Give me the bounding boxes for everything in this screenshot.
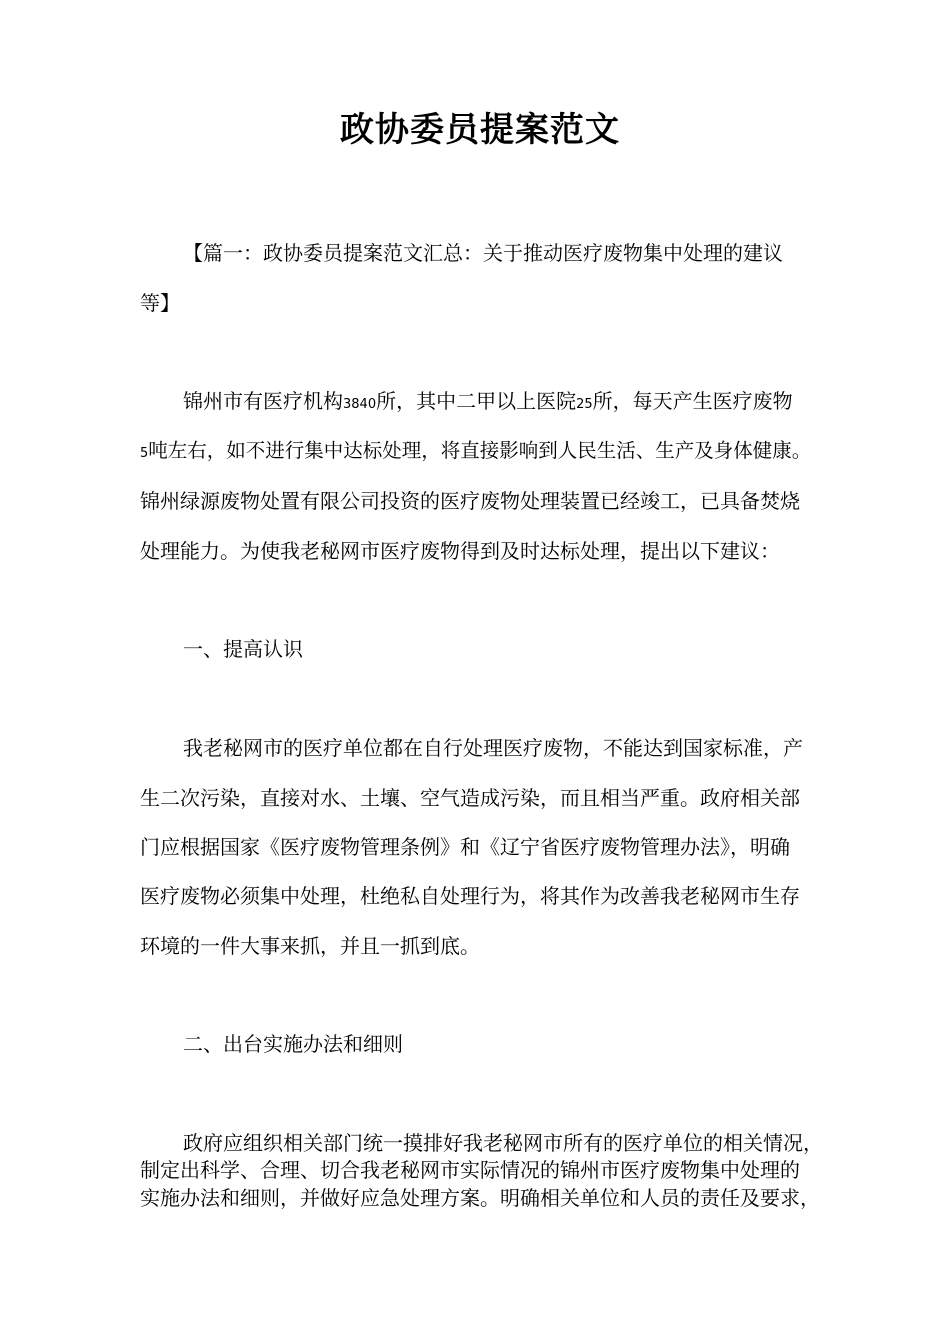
para1-text: 所，其中二甲以上医院 — [376, 389, 577, 413]
para2-line-2: 生二次污染，直接对水、土壤、空气造成污染，而且相当严重。政府相关部 — [140, 786, 800, 810]
para2-line-4: 医疗废物必须集中处理，杜绝私自处理行为，将其作为改善我老秘网市生存 — [140, 884, 800, 908]
para1-line-1 — [183, 388, 793, 418]
para1-line-3: 锦州绿源废物处置有限公司投资的医疗废物处理装置已经竣工，已具备焚烧 — [140, 489, 800, 513]
section-heading-1: 一、提高认识 — [183, 637, 303, 661]
document-title: 政协委员提案范文 — [340, 110, 620, 150]
para1-text: 所，每天产生医疗废物 — [592, 389, 793, 413]
para1-number: 3840 — [343, 397, 377, 412]
para3-line-2: 制定出科学、合理、切合我老秘网市实际情况的锦州市医疗废物集中处理的 — [140, 1158, 800, 1182]
para2-line-1: 我老秘网市的医疗单位都在自行处理医疗废物，不能达到国家标准，产 — [183, 736, 803, 760]
para3-line-1: 政府应组织相关部门统一摸排好我老秘网市所有的医疗单位的相关情况， — [183, 1131, 823, 1155]
heading-line-2: 等】 — [140, 291, 180, 315]
para1-number: 25 — [576, 397, 593, 412]
para1-line-2 — [140, 438, 811, 467]
section-heading-2: 二、出台实施办法和细则 — [183, 1032, 403, 1056]
para2-line-3: 门应根据国家《医疗废物管理条例》和《辽宁省医疗废物管理办法》，明确 — [140, 835, 790, 859]
para1-number: 5 — [140, 446, 149, 461]
para1-text: 锦州市有医疗机构 — [183, 389, 343, 413]
para1-line-4: 处理能力。为使我老秘网市医疗废物得到及时达标处理，提出以下建议： — [140, 539, 780, 563]
para3-line-3: 实施办法和细则，并做好应急处理方案。明确相关单位和人员的责任及要求， — [140, 1186, 820, 1210]
para2-line-5: 环境的一件大事来抓，并且一抓到底。 — [140, 934, 480, 958]
heading-line-1: 【篇一：政协委员提案范文汇总：关于推动医疗废物集中处理的建议 — [183, 241, 783, 265]
para1-text: 吨左右，如不进行集中达标处理，将直接影响到人民生活、生产及身体健康。 — [148, 439, 812, 462]
